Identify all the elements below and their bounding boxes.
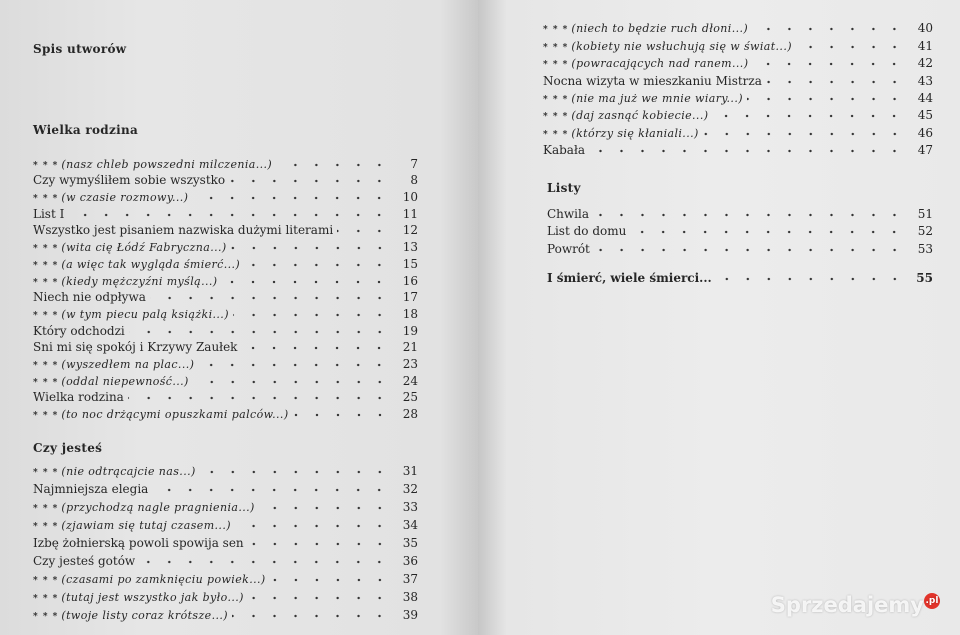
- entry-title-wrap: [547, 224, 630, 238]
- dot-leader: [703, 132, 905, 136]
- dot-leader: [752, 62, 905, 66]
- entry-title-wrap: [33, 501, 259, 514]
- entry-title: Który odchodzi: [33, 323, 125, 338]
- page-number: 44: [917, 90, 933, 105]
- toc-entry: [543, 122, 933, 139]
- toc-entry: [33, 354, 418, 371]
- entry-title-wrap: [543, 143, 589, 157]
- entry-title: (którzy się kłaniali...): [571, 126, 699, 140]
- section-heading-czy-jestes: Czy jesteś: [33, 441, 103, 455]
- asterisks-marker: * * *: [33, 612, 59, 622]
- entry-title-wrap: [33, 191, 192, 204]
- page-number: 11: [402, 206, 418, 221]
- toc-entry: [33, 221, 418, 238]
- toc-entry: [33, 171, 418, 188]
- asterisks-marker: * * *: [33, 244, 59, 255]
- dot-leader: [716, 277, 905, 281]
- entry-title: (wita cię Łódź Fabryczna...): [61, 241, 227, 255]
- dot-leader: [233, 313, 390, 317]
- page-number: 28: [402, 407, 418, 421]
- page-number: 42: [917, 56, 933, 71]
- dot-leader: [139, 560, 390, 564]
- toc-entry: [33, 514, 418, 532]
- section-heading-listy: Listy: [547, 181, 581, 195]
- section-heading-wielka-rodzina: Wielka rodzina: [33, 123, 139, 137]
- toc-entry: [33, 254, 418, 271]
- toc-entry: [547, 271, 933, 285]
- dot-leader: [198, 363, 390, 367]
- toc-entry: [33, 271, 418, 288]
- entry-title-wrap: [33, 573, 270, 586]
- entry-title-wrap: [33, 324, 129, 338]
- entry-title-wrap: [33, 609, 232, 622]
- entry-title-wrap: [547, 271, 716, 285]
- entry-title: Wszystko jest pisaniem nazwiska dużymi literami: [33, 223, 334, 238]
- entry-title: (daj zasnąć kobiecie...): [571, 109, 709, 123]
- dot-leader: [337, 229, 390, 233]
- toc-entry: [33, 478, 418, 496]
- dot-leader: [128, 396, 390, 400]
- asterisks-marker: * * *: [33, 194, 59, 205]
- dot-leader: [193, 380, 390, 384]
- asterisks-marker: * * *: [543, 94, 569, 105]
- entry-title-wrap: [543, 127, 703, 140]
- entry-title-wrap: [33, 358, 198, 371]
- entry-title: Czy jesteś gotów: [33, 554, 136, 568]
- left-page: [0, 0, 478, 635]
- dot-leader: [270, 578, 390, 582]
- dot-leader: [231, 246, 390, 250]
- dot-leader: [766, 80, 905, 84]
- page-number: 8: [410, 173, 418, 188]
- dot-leader: [594, 248, 905, 252]
- entry-title: Chwila: [547, 206, 590, 221]
- entry-title-wrap: [33, 207, 68, 221]
- page-number: 41: [917, 38, 933, 53]
- entry-title: (a więc tak wygląda śmierć...): [61, 257, 241, 271]
- entry-title: (niech to będzie ruch dłoni...): [571, 22, 749, 36]
- page-number: 55: [916, 271, 933, 285]
- entry-title: (nie odtrącajcie nas...): [61, 465, 196, 478]
- entry-title-wrap: [33, 465, 200, 478]
- toc-entry: [543, 18, 933, 35]
- toc-entry: [33, 371, 418, 388]
- entry-title: (kobiety nie wsłuchują się w świat...): [571, 39, 792, 53]
- entry-title-wrap: [33, 408, 293, 421]
- page-number: 17: [402, 290, 418, 305]
- toc-entry: [543, 140, 933, 157]
- dot-leader: [589, 149, 905, 153]
- entry-title: (w tym piecu palą książki...): [61, 307, 229, 321]
- asterisks-marker: * * *: [543, 42, 569, 53]
- toc-entry: [33, 532, 418, 550]
- watermark-badge: .pl: [924, 593, 940, 609]
- toc-entry: [33, 460, 418, 478]
- toc-title: Spis utworów: [33, 42, 127, 56]
- page-number: 21: [402, 340, 418, 355]
- toc-list-final: [547, 271, 933, 285]
- toc-entry: [33, 388, 418, 405]
- toc-entry: [547, 203, 933, 221]
- page-number: 53: [917, 241, 933, 256]
- dot-leader: [200, 470, 390, 474]
- dot-leader: [248, 542, 390, 546]
- entry-title: (nasz chleb powszedni milczenia...): [61, 157, 273, 171]
- toc-entry: [33, 338, 418, 355]
- page-number: 45: [917, 108, 933, 123]
- asterisks-marker: * * *: [33, 377, 59, 388]
- entry-title: (w czasie rozmowy...): [61, 191, 189, 205]
- entry-title: (powracających nad ranem...): [571, 57, 749, 71]
- entry-title: Wielka rodzina: [33, 390, 124, 405]
- toc-entry: [33, 604, 418, 622]
- dot-leader: [752, 27, 905, 31]
- entry-title-wrap: [33, 241, 231, 254]
- asterisks-marker: * * *: [543, 60, 569, 71]
- page-number: 24: [402, 373, 418, 388]
- page-number: 40: [917, 21, 933, 36]
- dot-leader: [129, 330, 390, 334]
- dot-leader: [747, 97, 905, 101]
- toc-entry: [33, 288, 418, 305]
- page-number: 33: [402, 500, 418, 514]
- entry-title-wrap: [33, 290, 150, 304]
- toc-entry: [33, 187, 418, 204]
- entry-title: Niech nie odpływa: [33, 290, 146, 305]
- page-number: 37: [402, 572, 418, 586]
- entry-title-wrap: [33, 340, 241, 354]
- entry-title-wrap: [33, 554, 139, 568]
- asterisks-marker: * * *: [33, 411, 59, 421]
- page-number: 34: [402, 518, 418, 532]
- asterisks-marker: * * *: [33, 468, 59, 478]
- entry-title-wrap: [33, 519, 235, 532]
- toc-entry: [33, 304, 418, 321]
- entry-title: (kiedy mężczyźni myślą...): [61, 274, 218, 288]
- toc-entry: [547, 238, 933, 256]
- dot-leader: [630, 230, 905, 234]
- entry-title: Powrót: [547, 241, 590, 256]
- toc-entry: [543, 53, 933, 70]
- dot-leader: [248, 596, 390, 600]
- page-number: 10: [402, 190, 418, 205]
- toc-entry: [33, 237, 418, 254]
- dot-leader: [68, 213, 390, 217]
- asterisks-marker: * * *: [543, 25, 569, 36]
- dot-leader: [293, 413, 390, 417]
- page-number: 39: [402, 608, 418, 622]
- entry-title: Czy wymyśliłem sobie wszystko: [33, 173, 226, 188]
- entry-title-wrap: [543, 74, 766, 88]
- page-number: 38: [402, 590, 418, 604]
- entry-title-wrap: [547, 242, 594, 256]
- page-number: 12: [402, 223, 418, 238]
- entry-title-wrap: [33, 390, 128, 404]
- dot-leader: [235, 524, 390, 528]
- asterisks-marker: * * *: [33, 260, 59, 271]
- entry-title: (twoje listy coraz krótsze...): [61, 609, 228, 622]
- dot-leader: [593, 213, 905, 217]
- page-number: 52: [917, 224, 933, 238]
- entry-title: (tutaj jest wszystko jak było...): [61, 591, 244, 604]
- page-number: 35: [402, 536, 418, 550]
- dot-leader: [192, 196, 390, 200]
- entry-title: (przychodzą nagle pragnienia...): [61, 501, 255, 514]
- page-number: 23: [402, 356, 418, 371]
- entry-title-wrap: [33, 173, 229, 187]
- toc-entry: [543, 105, 933, 122]
- entry-title-wrap: [543, 109, 712, 122]
- entry-title-wrap: [33, 308, 233, 321]
- page-number: 15: [402, 256, 418, 271]
- toc-list-wielka-rodzina: [33, 154, 418, 421]
- toc-entry: [33, 404, 418, 421]
- entry-title: List I: [33, 206, 65, 221]
- dot-leader: [276, 163, 390, 167]
- toc-entry: [547, 221, 933, 239]
- toc-entry: [543, 88, 933, 105]
- entry-title-wrap: [543, 22, 752, 35]
- asterisks-marker: * * *: [543, 112, 569, 123]
- dot-leader: [259, 506, 390, 510]
- entry-title-wrap: [33, 223, 337, 237]
- entry-title-wrap: [33, 482, 152, 496]
- dot-leader: [221, 280, 390, 284]
- entry-title-wrap: [547, 207, 593, 221]
- toc-entry: [33, 321, 418, 338]
- entry-title: (czasami po zamknięciu powiek...): [61, 573, 266, 586]
- dot-leader: [244, 263, 390, 267]
- entry-title: Sni mi się spokój i Krzywy Zaułek: [33, 340, 238, 355]
- page-number: 16: [402, 273, 418, 288]
- entry-title: (nie ma już we mnie wiary...): [571, 91, 743, 105]
- entry-title-wrap: [543, 40, 796, 53]
- entry-title-wrap: [33, 375, 193, 388]
- asterisks-marker: * * *: [543, 129, 569, 140]
- entry-title: (oddal niepewność...): [61, 374, 189, 388]
- toc-list-czy-jestes: [33, 460, 418, 622]
- page-number: 13: [402, 240, 418, 255]
- asterisks-marker: * * *: [33, 504, 59, 514]
- entry-title: (zjawiam się tutaj czasem...): [61, 519, 231, 532]
- toc-entry: [33, 568, 418, 586]
- watermark-text: Sprzedajemy: [770, 593, 924, 617]
- entry-title-wrap: [543, 57, 752, 70]
- watermark-logo: [771, 593, 940, 617]
- dot-leader: [241, 346, 390, 350]
- asterisks-marker: * * *: [33, 576, 59, 586]
- asterisks-marker: * * *: [33, 310, 59, 321]
- asterisks-marker: * * *: [33, 522, 59, 532]
- entry-title-wrap: [33, 158, 276, 171]
- toc-entry: [33, 550, 418, 568]
- entry-title-wrap: [33, 275, 221, 288]
- entry-title: Nocna wizyta w mieszkaniu Mistrza: [543, 73, 762, 88]
- toc-entry: [543, 35, 933, 52]
- toc-list-czy-jestes-continued: [543, 18, 933, 157]
- entry-title: I śmierć, wiele śmierci...: [547, 271, 712, 285]
- entry-title-wrap: [33, 258, 244, 271]
- toc-entry: [33, 154, 418, 171]
- page-number: 7: [410, 156, 418, 171]
- entry-title: (to noc drżącymi opuszkami palców...): [61, 408, 289, 421]
- dot-leader: [712, 114, 905, 118]
- dot-leader: [232, 614, 390, 618]
- page-number: 18: [402, 306, 418, 321]
- dot-leader: [229, 179, 390, 183]
- toc-entry: [33, 586, 418, 604]
- page-number: 51: [917, 206, 933, 221]
- dot-leader: [150, 296, 390, 300]
- dot-leader: [796, 45, 905, 49]
- entry-title: Kabała: [543, 143, 585, 158]
- page-number: 19: [402, 323, 418, 338]
- page-number: 32: [402, 482, 418, 496]
- page-number: 36: [402, 554, 418, 568]
- entry-title-wrap: [33, 591, 248, 604]
- toc-entry: [33, 496, 418, 514]
- asterisks-marker: * * *: [33, 594, 59, 604]
- page-number: 46: [917, 125, 933, 140]
- toc-list-listy: [547, 203, 933, 256]
- page-number: 43: [917, 73, 933, 88]
- page-number: 31: [402, 464, 418, 478]
- dot-leader: [152, 488, 390, 492]
- toc-entry: [543, 70, 933, 87]
- page-number: 25: [402, 390, 418, 405]
- entry-title-wrap: [543, 92, 747, 105]
- page-number: 47: [917, 143, 933, 158]
- entry-title: (wyszedłem na plac...): [61, 357, 195, 371]
- toc-entry: [33, 204, 418, 221]
- asterisks-marker: * * *: [33, 277, 59, 288]
- entry-title: List do domu: [547, 224, 627, 238]
- entry-title-wrap: [33, 536, 248, 550]
- entry-title: Najmniejsza elegia: [33, 482, 149, 496]
- asterisks-marker: * * *: [33, 360, 59, 371]
- asterisks-marker: * * *: [33, 160, 59, 171]
- entry-title: Izbę żołnierską powoli spowija sen: [33, 536, 244, 550]
